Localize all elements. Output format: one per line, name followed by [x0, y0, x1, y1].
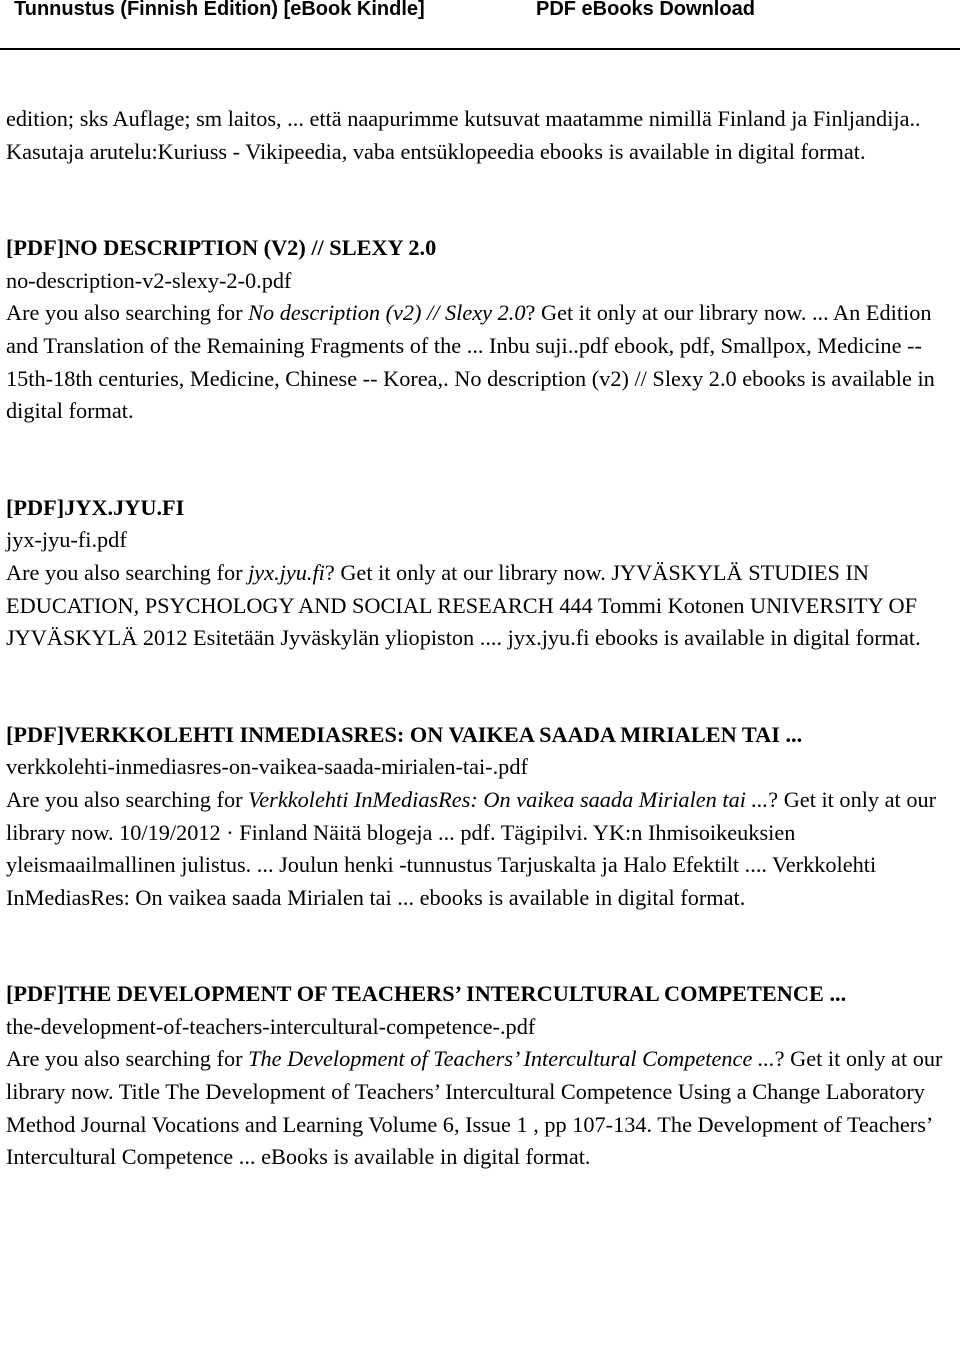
entry-text: ? Get it only at our library now. Title The Development of Teachers’ Intercultural Competence Using a Change Laboratory Method Journal Vocations and Learning Volume 6, Issue 1 , pp 107-134. The Development of Teachers’ Intercultural Competence ... eBooks is available in digital format.	[6, 1046, 943, 1170]
search-query: Verkkolehti InMediasRes: On vaikea saada Mirialen tai ...	[248, 786, 769, 812]
entry-text: ? Get it only at our library now. ... An Edition and Translation of the Remaining Fragments of the ... Inbu suji..pdf ebook, pdf, Smallpox, Medicine -- 15th-18th centuries, Medicine, Chinese -- Korea,. No description (v2) // Slexy 2.0 ebooks is available in digital format.	[6, 300, 935, 424]
intro-paragraph: edition; sks Auflage; sm laitos, ... että naapurimme kutsuvat maatamme nimillä Finland ja Finljandija.. Kasutaja arutelu:Kuriuss - Vikipeedia, vaba entsüklopeedia ebooks is available in digital format.	[6, 106, 921, 164]
entry-title[interactable]: [PDF]THE DEVELOPMENT OF TEACHERS’ INTERCULTURAL COMPETENCE ...	[6, 981, 847, 1007]
header-divider	[0, 48, 960, 50]
search-query: jyx.jyu.fi	[248, 559, 325, 585]
search-query: No description (v2) // Slexy 2.0	[248, 300, 526, 326]
search-query: The Development of Teachers’ Intercultural Competence ...	[248, 1046, 775, 1072]
entry-text: ? Get it only at our library now. 10/19/2012 · Finland Näitä blogeja ... pdf. Tägipilvi. YK:n Ihmisoikeuksien yleismaailmallinen julistus. ... Joulun henki -tunnustus Tarjuskalta ja Halo Efektilt .... Verkkolehti InMediasRes: On vaikea saada Mirialen tai ... ebooks is available in digital format.	[6, 786, 937, 910]
entry-filename: jyx-jyu-fi.pdf	[6, 527, 127, 553]
entry-title[interactable]: [PDF]NO DESCRIPTION (V2) // SLEXY 2.0	[6, 235, 437, 261]
search-prefix: Are you also searching for	[6, 786, 249, 812]
entry-title[interactable]: [PDF]VERKKOLEHTI INMEDIASRES: ON VAIKEA SAADA MIRIALEN TAI ...	[6, 721, 803, 747]
download-link[interactable]: PDF eBooks Download	[536, 0, 755, 20]
result-entry	[6, 978, 956, 1174]
entry-filename: the-development-of-teachers-intercultural-competence-.pdf	[6, 1013, 536, 1039]
entry-description	[6, 297, 956, 427]
search-prefix: Are you also searching for	[6, 1046, 249, 1072]
entry-title[interactable]: [PDF]JYX.JYU.FI	[6, 494, 185, 520]
entry-description	[6, 784, 956, 914]
page-header	[0, 0, 960, 50]
result-entry	[6, 719, 956, 915]
entry-description	[6, 1043, 956, 1173]
document-body	[6, 103, 956, 1174]
result-entry	[6, 492, 956, 655]
entry-description	[6, 557, 956, 655]
entry-text: ? Get it only at our library now. JYVÄSKYLÄ STUDIES IN EDUCATION, PSYCHOLOGY AND SOCIAL RESEARCH 444 Tommi Kotonen UNIVERSITY OF JYVÄSKYLÄ 2012 Esitetään Jyväskylän yliopiston .... jyx.jyu.fi ebooks is available in digital format.	[6, 559, 921, 651]
entry-filename: no-description-v2-slexy-2-0.pdf	[6, 267, 292, 293]
result-entry	[6, 232, 956, 428]
search-prefix: Are you also searching for	[6, 559, 249, 585]
header-title: Tunnustus (Finnish Edition) [eBook Kindle]	[14, 0, 425, 20]
search-prefix: Are you also searching for	[6, 300, 249, 326]
entry-filename: verkkolehti-inmediasres-on-vaikea-saada-mirialen-tai-.pdf	[6, 754, 528, 780]
